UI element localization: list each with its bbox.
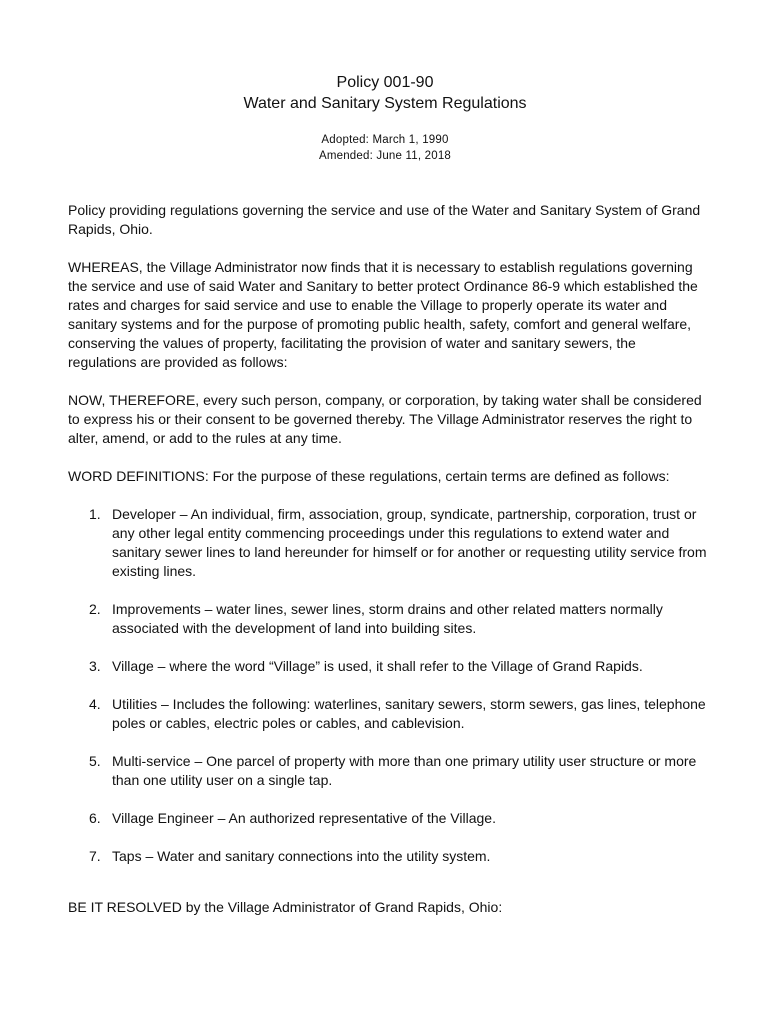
- intro-paragraph: Policy providing regulations governing the service and use of the Water and Sanitary System of Grand Rapids, Ohio.: [68, 202, 701, 237]
- definition-text: Utilities – Includes the following: waterlines, sanitary sewers, storm sewers, gas lines, telephone poles or cables, electric poles or cables, and cablevision.: [112, 696, 706, 731]
- definition-item: [89, 847, 708, 866]
- definition-item: [89, 657, 708, 676]
- definition-text: Village Engineer – An authorized representative of the Village.: [112, 810, 496, 826]
- amended-date: Amended: June 11, 2018: [318, 150, 452, 162]
- whereas-paragraph: WHEREAS, the Village Administrator now finds that it is necessary to establish regulations governing the service and use of said Water and Sanitary to better protect Ordinance 86-9 which established the rates and charges for said service and use to enable the Village to properly operate its water and sanitary systems and for the purpose of promoting public health, safety, comfort and general welfare, conserving the values of property, facilitating the provision of water and sanitary sewers, the regulations are provided as follows:: [68, 259, 698, 370]
- definition-number: 1.: [89, 506, 101, 522]
- definition-item: [89, 752, 708, 790]
- definition-number: 4.: [89, 696, 101, 712]
- definition-number: 3.: [89, 658, 101, 674]
- definition-item: [89, 809, 708, 828]
- definition-text: Taps – Water and sanitary connections into the utility system.: [112, 848, 491, 864]
- policy-number: Policy 001-90: [336, 74, 434, 91]
- definition-text: Developer – An individual, firm, association, group, syndicate, partnership, corporation, trust or any other legal entity commencing proceedings under this regulations to extend water and sanitary sewer lines to land hereunder for himself or for another or requesting utility service from existing lines.: [112, 506, 707, 579]
- document-body: [68, 201, 708, 936]
- resolved-paragraph: BE IT RESOLVED by the Village Administrator of Grand Rapids, Ohio:: [68, 899, 503, 915]
- word-definitions-paragraph: WORD DEFINITIONS: For the purpose of these regulations, certain terms are defined as follows:: [68, 468, 670, 484]
- definitions-list: [68, 505, 708, 866]
- now-therefore-paragraph: NOW, THEREFORE, every such person, company, or corporation, by taking water shall be considered to express his or their consent to be governed thereby. The Village Administrator reserves the right to alter, amend, or add to the rules at any time.: [68, 392, 702, 446]
- definition-item: [89, 505, 708, 581]
- definition-number: 6.: [89, 810, 101, 826]
- definition-item: [89, 695, 708, 733]
- definition-text: Improvements – water lines, sewer lines, storm drains and other related matters normally associated with the development of land into building sites.: [112, 601, 663, 636]
- adopted-date: Adopted: March 1, 1990: [321, 134, 449, 146]
- definition-number: 5.: [89, 753, 101, 769]
- definition-number: 2.: [89, 601, 101, 617]
- definition-text: Multi-service – One parcel of property with more than one primary utility user structure or more than one utility user on a single tap.: [112, 753, 697, 788]
- document-header: [0, 72, 770, 164]
- document-dates: [0, 132, 770, 164]
- definition-item: [89, 600, 708, 638]
- definition-number: 7.: [89, 848, 101, 864]
- definition-text: Village – where the word “Village” is used, it shall refer to the Village of Grand Rapids.: [112, 658, 643, 674]
- document-title: Water and Sanitary System Regulations: [243, 95, 527, 112]
